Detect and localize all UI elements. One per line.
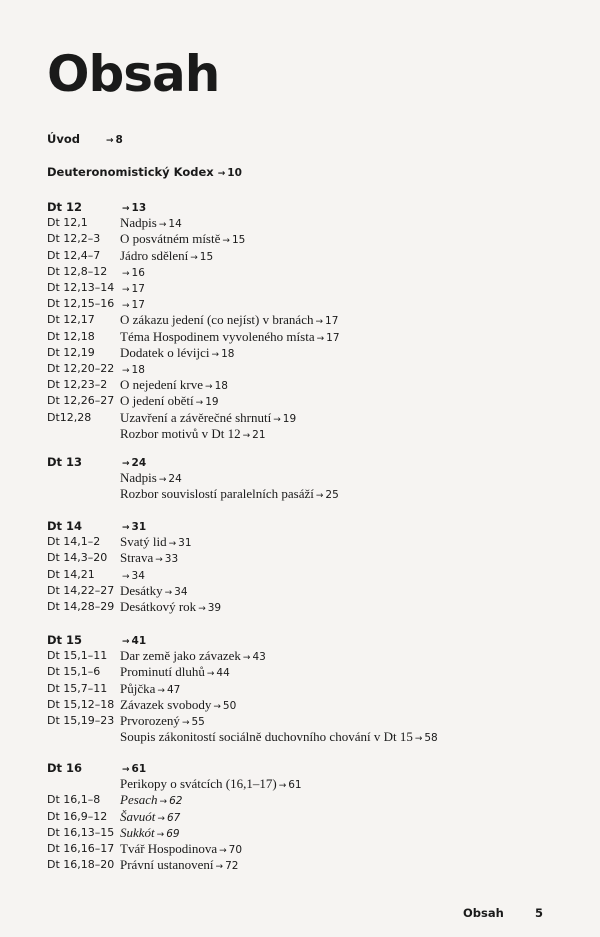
page-ref: 61: [288, 779, 302, 792]
toc-entry: [0, 567, 600, 583]
entry-ref: Dt 14,1–2: [47, 535, 101, 549]
arrow-icon: →: [273, 414, 281, 425]
entry-ref: Dt 12,26–27: [47, 394, 115, 408]
arrow-icon: →: [168, 539, 177, 550]
page-ref: 15: [199, 250, 214, 263]
page-ref: 18: [131, 364, 145, 376]
toc-entry: [0, 776, 600, 792]
entry-ref: Dt 12,13–14: [47, 281, 115, 294]
arrow-icon: →: [122, 459, 130, 469]
arrow-icon: →: [122, 285, 130, 295]
page-ref: 17: [325, 315, 339, 328]
toc-intro-entry: [47, 164, 242, 182]
entry-ref: Dt 12,18: [47, 329, 95, 343]
entry-ref: Dt 12,20–22: [47, 362, 115, 375]
toc-intro-entry: [47, 131, 123, 149]
arrow-icon: →: [206, 669, 215, 680]
arrow-icon: →: [105, 136, 114, 146]
page-ref: 34: [174, 585, 188, 598]
page-ref: 58: [424, 732, 438, 745]
arrow-icon: →: [198, 604, 206, 614]
page-ref: 39: [207, 602, 222, 614]
entry-title: [120, 729, 438, 747]
arrow-icon: →: [181, 718, 190, 728]
toc-section-heading: [0, 632, 600, 648]
toc-entry: [0, 215, 600, 231]
arrow-icon: →: [158, 220, 167, 231]
toc-intro-label: Deuteronomistický Kodex: [47, 165, 214, 179]
toc-section-heading: [0, 518, 600, 534]
arrow-icon: →: [122, 268, 130, 279]
toc-entry: [0, 599, 600, 615]
page-ref: 24: [131, 457, 147, 469]
page-ref: 31: [131, 521, 147, 533]
entry-ref: Dt 12,19: [47, 345, 95, 359]
entry-ref: Dt 16,13–15: [47, 825, 115, 839]
entry-title-text: Půjčka: [120, 680, 156, 696]
entry-title: [120, 857, 238, 875]
section-ref: Dt 14: [47, 519, 83, 533]
arrow-icon: →: [278, 781, 287, 792]
arrow-icon: →: [215, 862, 224, 873]
page-ref: 17: [326, 331, 340, 344]
entry-ref: Dt 14,28–29: [47, 600, 115, 613]
entry-ref: Dt 16,9–12: [47, 809, 108, 823]
page-ref: 55: [191, 716, 205, 728]
footer-label: Obsah: [463, 906, 504, 920]
arrow-icon: →: [222, 236, 230, 247]
arrow-icon: →: [190, 252, 198, 263]
entry-title-text: Soupis zákonitostí sociálně duchovního chování v Dt 15: [120, 729, 413, 745]
arrow-icon: →: [414, 734, 423, 745]
toc-entry: [0, 312, 600, 328]
toc-entry: [0, 410, 600, 426]
arrow-icon: →: [164, 587, 173, 598]
page-ref: 19: [205, 396, 219, 409]
toc-entry: [0, 697, 600, 713]
toc-entry: [0, 583, 600, 599]
toc-entry: [0, 361, 600, 377]
page-title: Obsah: [47, 45, 220, 103]
page-ref: 17: [131, 299, 145, 312]
toc-entry: [0, 329, 600, 345]
page-ref: 14: [168, 218, 182, 231]
arrow-icon: →: [157, 813, 165, 824]
entry-ref: Dt 15,19–23: [47, 714, 115, 727]
entry-ref: Dt 12,1: [47, 216, 88, 230]
toc-entry: [0, 857, 600, 873]
page-ref: 43: [252, 651, 266, 664]
section-ref: Dt 12: [47, 200, 83, 214]
section-ref: Dt 15: [47, 633, 83, 647]
page-ref: 19: [282, 412, 297, 425]
entry-ref: Dt 12,4–7: [47, 248, 101, 262]
entry-title-text: Strava: [120, 550, 154, 566]
arrow-icon: →: [122, 366, 130, 376]
page-ref: 61: [131, 763, 147, 775]
entry-title-text: Rozbor motivů v Dt 12: [120, 425, 241, 441]
toc-entry: [0, 248, 600, 264]
entry-title-text: Nadpis: [120, 215, 157, 231]
page-ref: 69: [166, 827, 180, 840]
entry-title-text: O posvátném místě: [120, 231, 221, 247]
toc-entry: [0, 280, 600, 296]
entry-title-text: Téma Hospodinem vyvoleného místa: [120, 328, 315, 344]
toc-entry: [0, 550, 600, 566]
toc-section-heading: [0, 199, 600, 215]
entry-ref: Dt 14,21: [47, 567, 95, 581]
entry-ref: Dt 12,8–12: [47, 264, 108, 278]
arrow-icon: →: [158, 475, 167, 486]
toc-section-heading: [0, 760, 600, 776]
page-ref: 10: [227, 167, 242, 179]
entry-ref: Dt 14,3–20: [47, 551, 108, 565]
entry-title: [120, 426, 266, 444]
page-ref: 31: [178, 537, 192, 550]
toc-entry: [0, 296, 600, 312]
page-ref: 18: [221, 347, 235, 360]
page-ref: 21: [252, 428, 266, 441]
entry-title: [120, 599, 221, 617]
entry-title-text: Nadpis: [120, 470, 157, 486]
entry-title-text: Tvář Hospodinova: [120, 841, 218, 856]
arrow-icon: →: [213, 701, 221, 712]
entry-title-text: Prominutí dluhů: [120, 664, 205, 680]
toc-entry: [0, 825, 600, 841]
entry-ref: Dt 15,1–11: [47, 649, 108, 663]
toc-entry: [0, 393, 600, 409]
entry-title-text: Závazek svobody: [120, 696, 212, 712]
toc-entry: [0, 534, 600, 550]
page-ref: 16: [131, 266, 145, 279]
entry-ref: Dt 12,15–16: [47, 297, 115, 311]
toc-entry: [0, 713, 600, 729]
page-ref: 50: [222, 699, 237, 712]
arrow-icon: →: [315, 317, 324, 328]
entry-title-text: Jádro sdělení: [120, 247, 189, 263]
arrow-icon: →: [159, 797, 168, 808]
arrow-icon: →: [155, 555, 163, 566]
toc-entry: [0, 729, 600, 745]
entry-ref: Dt 12,2–3: [47, 232, 101, 246]
arrow-icon: →: [122, 765, 130, 775]
arrow-icon: →: [122, 637, 130, 647]
page-ref: 25: [325, 489, 339, 502]
toc-entry: [0, 486, 600, 502]
arrow-icon: →: [217, 169, 226, 179]
page-ref: 17: [131, 283, 145, 295]
page-number: 5: [535, 906, 544, 920]
arrow-icon: →: [122, 301, 130, 312]
arrow-icon: →: [316, 333, 325, 344]
page-ref: 70: [228, 844, 243, 856]
page-ref: 72: [225, 860, 239, 873]
entry-ref: Dt 12,17: [47, 313, 95, 327]
page-ref: 34: [131, 569, 145, 582]
entry-ref: Dt 16,16–17: [47, 842, 115, 855]
page-ref: 67: [166, 811, 181, 824]
section-ref: Dt 16: [47, 761, 83, 775]
toc-entry: [0, 841, 600, 857]
entry-title-text: Perikopy o svátcích (16,1–17): [120, 776, 277, 792]
arrow-icon: →: [195, 398, 204, 409]
arrow-icon: →: [157, 685, 165, 696]
page-ref: 41: [131, 635, 147, 647]
page-ref: 18: [214, 380, 228, 393]
entry-ref: Dt 16,1–8: [47, 793, 101, 807]
arrow-icon: →: [122, 571, 130, 582]
entry-ref: Dt 15,12–18: [47, 697, 115, 711]
arrow-icon: →: [205, 382, 213, 393]
arrow-icon: →: [315, 491, 324, 502]
toc-entry: [0, 470, 600, 486]
entry-title-text: Prvorozený: [120, 713, 180, 728]
page-ref: 13: [131, 202, 147, 214]
entry-title-text: O nejedení krve: [120, 377, 204, 393]
page-ref: 47: [166, 683, 181, 696]
entry-title-text: Dar země jako závazek: [120, 648, 241, 664]
entry-ref: Dt12,28: [47, 410, 92, 424]
toc-entry: [0, 264, 600, 280]
toc-entry: [0, 426, 600, 442]
section-ref: Dt 13: [47, 455, 83, 469]
entry-title-text: Šavuót: [120, 808, 156, 824]
entry-title-text: Sukkót: [120, 824, 155, 840]
arrow-icon: →: [122, 204, 130, 214]
page-ref: 24: [168, 473, 182, 486]
entry-title-text: Dodatek o lévijci: [120, 344, 210, 360]
entry-ref: Dt 15,7–11: [47, 681, 108, 695]
page-ref: 44: [216, 667, 230, 680]
page-ref: 62: [169, 795, 183, 808]
entry-ref: Dt 12,23–2: [47, 378, 108, 392]
arrow-icon: →: [122, 523, 130, 533]
entry-title-text: O zákazu jedení (co nejíst) v branách: [120, 312, 314, 328]
entry-title-text: Právní ustanovení: [120, 857, 214, 873]
entry-ref: Dt 16,18–20: [47, 858, 115, 872]
entry-title-text: O jedení obětí: [120, 393, 194, 409]
toc-entry: [0, 345, 600, 361]
entry-title-text: Svatý lid: [120, 534, 167, 550]
entry-title: [120, 486, 339, 504]
arrow-icon: →: [219, 846, 227, 856]
entry-title-text: Desátkový rok: [120, 599, 197, 614]
arrow-icon: →: [242, 653, 251, 664]
page-ref: 15: [231, 234, 246, 247]
toc-entry: [0, 681, 600, 697]
entry-title-text: Pesach: [120, 792, 158, 808]
page-ref: 33: [164, 553, 179, 566]
page-ref: 8: [115, 134, 123, 146]
toc-entry: [0, 664, 600, 680]
toc-section-heading: [0, 454, 600, 470]
toc-entry: [0, 231, 600, 247]
toc-intro-label: Úvod: [47, 132, 80, 146]
arrow-icon: →: [211, 349, 220, 360]
arrow-icon: →: [242, 430, 251, 441]
arrow-icon: →: [156, 829, 165, 840]
entry-ref: Dt 15,1–6: [47, 665, 101, 679]
toc-entry: [0, 377, 600, 393]
toc-entry: [0, 809, 600, 825]
entry-ref: Dt 14,22–27: [47, 583, 115, 597]
entry-title-text: Desátky: [120, 582, 163, 598]
entry-title-text: Rozbor souvislostí paralelních pasáží: [120, 486, 314, 502]
toc-entry: [0, 648, 600, 664]
toc-entry: [0, 792, 600, 808]
entry-title-text: Uzavření a závěrečné shrnutí: [120, 409, 272, 425]
